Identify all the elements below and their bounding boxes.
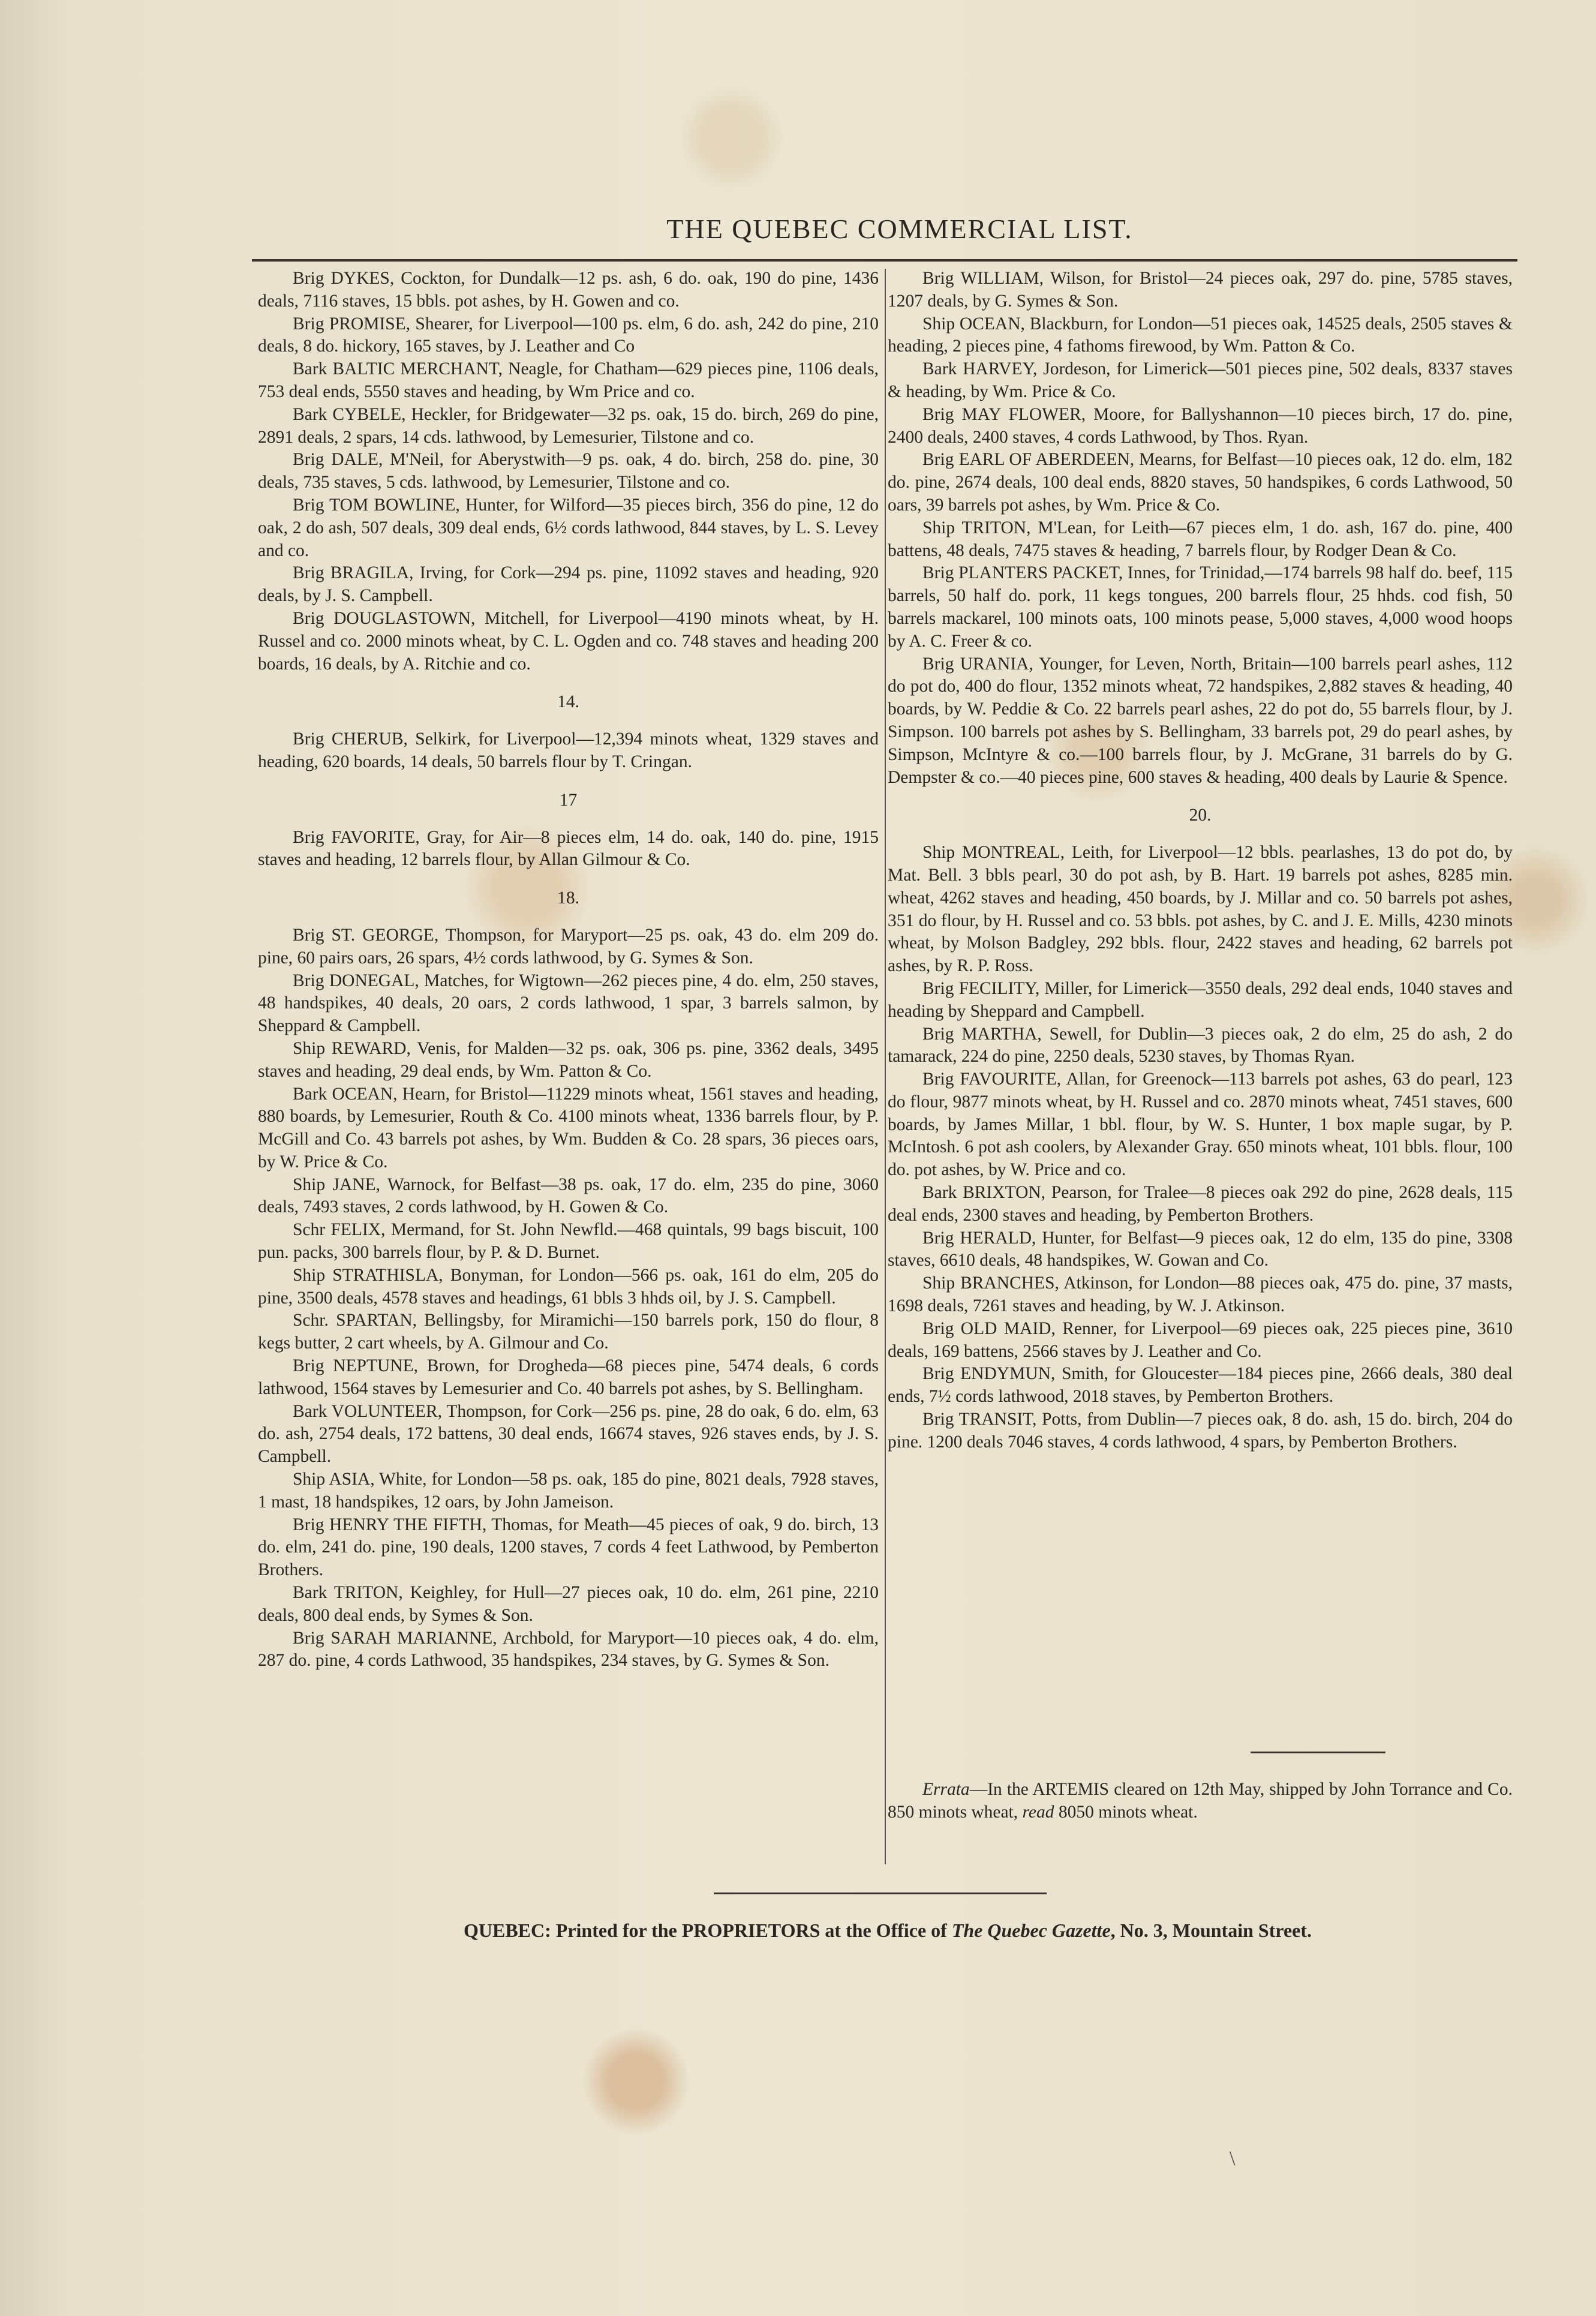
entries-group-f — [888, 842, 1513, 1454]
section-rule — [1251, 1752, 1385, 1753]
shipping-entry: Ship ASIA, White, for London—58 ps. oak, 185 do pine, 8021 deals, 7928 staves, 1 mast, 18 handspikes, 12 oars, by John Jameison. — [258, 1470, 879, 1512]
margin-mark: \ — [1230, 2147, 1236, 2170]
shipping-entry: Brig NEPTUNE, Brown, for Drogheda—68 pieces pine, 5474 deals, 6 cords lathwood, 1564 staves by Lemesurier and Co. 40 barrels pot ashes, by S. Bellingham. — [258, 1356, 879, 1398]
shipping-entry: Brig PLANTERS PACKET, Innes, for Trinidad,—174 barrels 98 half do. beef, 115 barrels, 50 half do. pork, 11 kegs tongues, 200 barrels flour, 25 hhds. cod fish, 50 barrels mackarel, 100 minots oats, 100 minots pease, 5,000 staves, 4,000 wood hoops by A. C. Freer & co. — [888, 563, 1513, 651]
shipping-entry: Bark TRITON, Keighley, for Hull—27 pieces oak, 10 do. elm, 261 pine, 2210 deals, 800 deal ends, by Symes & Son. — [258, 1583, 879, 1625]
shipping-entry: Brig FAVORITE, Gray, for Air—8 pieces elm, 14 do. oak, 140 do. pine, 1915 staves and heading, 12 barrels flour, by Allan Gilmour & Co. — [258, 827, 879, 870]
shipping-entry: Brig TOM BOWLINE, Hunter, for Wilford—35 pieces birch, 356 do pine, 12 do oak, 2 do ash, 507 deals, 309 deal ends, 6½ cords lathwood, 844 staves, by L. S. Levey and co. — [258, 495, 879, 560]
date-heading-14: 14. — [557, 692, 579, 712]
printer-imprint — [258, 1920, 1517, 1942]
column-divider — [885, 269, 886, 1864]
shipping-entry: Schr. SPARTAN, Bellingsby, for Miramichi—150 barrels pork, 150 do flour, 8 kegs butter, 2 cart wheels, by A. Gilmour and Co. — [258, 1311, 879, 1353]
imprint-paper-name: The Quebec Gazette — [951, 1920, 1111, 1941]
errata-read: read — [1022, 1802, 1054, 1822]
shipping-entry: Brig BRAGILA, Irving, for Cork—294 ps. pine, 11092 staves and heading, 920 deals, by J. S. Campbell. — [258, 563, 879, 606]
errata-note — [888, 1779, 1513, 1824]
shipping-entry: Brig DOUGLASTOWN, Mitchell, for Liverpool—4190 minots wheat, by H. Russel and co. 2000 minots wheat, by C. L. Ogden and co. 748 staves and heading 200 boards, 16 deals, by A. Ritchie and co. — [258, 608, 879, 674]
shipping-entry: Brig DONEGAL, Matches, for Wigtown—262 pieces pine, 4 do. elm, 250 staves, 48 handspikes, 40 deals, 20 oars, 2 cords lathwood, 1 spar, 3 barrels salmon, by Sheppard & Campbell. — [258, 971, 879, 1036]
shipping-entry: Brig MAY FLOWER, Moore, for Ballyshannon—10 pieces birch, 17 do. pine, 2400 deals, 2400 staves, 4 cords Lathwood, by Thos. Ryan. — [888, 404, 1513, 447]
shipping-entry: Ship REWARD, Venis, for Malden—32 ps. oak, 306 ps. pine, 3362 deals, 3495 staves and heading, 29 deal ends, by Wm. Patton & Co. — [258, 1038, 879, 1081]
date-heading-17: 17 — [559, 790, 578, 810]
entries-group-e — [888, 268, 1513, 789]
errata-label: Errata — [922, 1780, 970, 1799]
shipping-entry: Bark BALTIC MERCHANT, Neagle, for Chatham—629 pieces pine, 1106 deals, 753 deal ends, 5550 staves and heading, by Wm Price and co. — [258, 359, 879, 401]
shipping-entry: Ship TRITON, M'Lean, for Leith—67 pieces elm, 1 do. ash, 167 do. pine, 400 battens, 48 deals, 7475 staves & heading, 7 barrels flour, by Rodger Dean & Co. — [888, 518, 1513, 560]
shipping-entry: Brig SARAH MARIANNE, Archbold, for Maryport—10 pieces oak, 4 do. elm, 287 do. pine, 4 cords Lathwood, 35 handspikes, 234 staves, by G. Symes & Son. — [258, 1628, 879, 1671]
date-heading-20: 20. — [1189, 806, 1212, 825]
left-column — [258, 268, 879, 1672]
footer-rule — [714, 1893, 1047, 1894]
shipping-entry: Brig ENDYMUN, Smith, for Gloucester—184 pieces pine, 2666 deals, 380 deal ends, 7½ cords lathwood, 2018 staves, by Pemberton Brothers. — [888, 1364, 1513, 1407]
shipping-entry: Ship MONTREAL, Leith, for Liverpool—12 bbls. pearlashes, 13 do pot do, by Mat. Bell. 3 bbls pearl, 30 do pot ash, by B. Hart. 19 barrels pot ashes, 8285 min. wheat, 4262 staves and heading, 450 boards, by J. Millar and co. 50 barrels pot ashes, 351 do flour, by H. Russel and co. 53 bbls. pot ashes, by C. and J. E. Mills, 4230 minots wheat, by Molson Badgley, 292 bbls. flour, 2422 staves and heading, 62 barrels pot ashes, by R. P. Ross. — [888, 843, 1513, 976]
shipping-entry: Ship OCEAN, Blackburn, for London—51 pieces oak, 14525 deals, 2505 staves & heading, 2 pieces pine, 4 fathoms firewood, by Wm. Patton & Co. — [888, 314, 1513, 356]
entries-group-c — [258, 827, 879, 872]
imprint-text-1: QUEBEC: Printed for the PROPRIETORS at the Office of — [463, 1920, 952, 1941]
shipping-entry: Brig PROMISE, Shearer, for Liverpool—100 ps. elm, 6 do. ash, 242 do pine, 210 deals, 8 do. hickory, 165 staves, by J. Leather and Co — [258, 314, 879, 356]
shipping-entry: Brig OLD MAID, Renner, for Liverpool—69 pieces oak, 225 pieces pine, 3610 deals, 169 battens, 2566 staves by J. Leather and Co. — [888, 1318, 1513, 1361]
entries-group-b — [258, 728, 879, 774]
right-column — [888, 268, 1513, 1454]
shipping-entry: Bark VOLUNTEER, Thompson, for Cork—256 ps. pine, 28 do oak, 6 do. elm, 63 do. ash, 2754 deals, 172 battens, 30 deal ends, 16674 staves, 926 staves ends, by J. S. Campbell. — [258, 1401, 879, 1467]
shipping-entry: Bark HARVEY, Jordeson, for Limerick—501 pieces pine, 502 deals, 8337 staves & heading, by Wm. Price & Co. — [888, 359, 1513, 401]
shipping-entry: Brig DYKES, Cockton, for Dundalk—12 ps. ash, 6 do. oak, 190 do pine, 1436 deals, 7116 staves, 15 bbls. pot ashes, by H. Gowen and co. — [258, 269, 879, 311]
shipping-entry: Brig URANIA, Younger, for Leven, North, Britain—100 barrels pearl ashes, 112 do pot do, 400 do flour, 1352 minots wheat, 72 handspikes, 2,882 staves & heading, 40 boards, by W. Peddie & Co. 22 barrels pearl ashes, 22 do pot do, 55 barrels flour, by J. Simpson. 100 barrels pot ashes by S. Bellingham, 33 barrels pot, 29 do pearl ashes, by Simpson, McIntyre & co.—100 barrels flour, by J. McGrane, 31 barrels do by G. Dempster & co.—40 pieces pine, 600 staves & heading, 400 deals by Laurie & Spence. — [888, 654, 1513, 787]
shipping-entry: Brig FAVOURITE, Allan, for Greenock—113 barrels pot ashes, 63 do pearl, 123 do flour, 9877 minots wheat, by H. Russel and co. 2870 minots wheat, 7451 staves, 600 boards, by James Millar, 1 bbl. flour, by W. S. Hunter, 1 box maple sugar, by P. McIntosh. 6 pot ash coolers, by Alexander Gray. 650 minots wheat, 101 bbls. flour, 100 do. pot ashes, by W. Price and co. — [888, 1070, 1513, 1180]
date-heading-18: 18. — [557, 888, 579, 908]
shipping-entry: Bark OCEAN, Hearn, for Bristol—11229 minots wheat, 1561 staves and heading, 880 boards, by Lemesurier, Routh & Co. 4100 minots wheat, 1336 barrels flour, by P. McGill and Co. 43 barrels pot ashes, by Wm. Budden & Co. 28 spars, 36 pieces oars, by W. Price & Co. — [258, 1084, 879, 1171]
shipping-entry: Brig EARL OF ABERDEEN, Mearns, for Belfast—10 pieces oak, 12 do. elm, 182 do. pine, 2674 deals, 100 deal ends, 8820 staves, 50 handspikes, 6 cords Lathwood, 50 oars, 39 barrels pot ashes, by Wm. Price & Co. — [888, 450, 1513, 515]
entries-group-d — [258, 924, 879, 1672]
shipping-entry: Bark CYBELE, Heckler, for Bridgewater—32 ps. oak, 15 do. birch, 269 do pine, 2891 deals, 2 spars, 14 cds. lathwood, by Lemesurier, Tilstone and co. — [258, 404, 879, 447]
shipping-entry: Brig MARTHA, Sewell, for Dublin—3 pieces oak, 2 do elm, 25 do ash, 2 do tamarack, 224 do pine, 2250 deals, 5230 staves, by Thomas Ryan. — [888, 1024, 1513, 1067]
shipping-entry: Ship JANE, Warnock, for Belfast—38 ps. oak, 17 do. elm, 235 do pine, 3060 deals, 7493 staves, 2 cords lathwood, by H. Gowen & Co. — [258, 1174, 879, 1217]
shipping-entry: Ship BRANCHES, Atkinson, for London—88 pieces oak, 475 do. pine, 37 masts, 1698 deals, 7261 staves and heading, by W. J. Atkinson. — [888, 1273, 1513, 1316]
shipping-entry: Brig TRANSIT, Potts, from Dublin—7 pieces oak, 8 do. ash, 15 do. birch, 204 do pine. 1200 deals 7046 staves, 4 cords lathwood, 4 spars, by Pemberton Brothers. — [888, 1410, 1513, 1452]
page-title: THE QUEBEC COMMERCIAL LIST. — [666, 214, 1133, 244]
shipping-entry: Bark BRIXTON, Pearson, for Tralee—8 pieces oak 292 do pine, 2628 deals, 115 deal ends, 2300 staves and heading, by Pemberton Brothers. — [888, 1183, 1513, 1225]
shipping-entry: Brig ST. GEORGE, Thompson, for Maryport—25 ps. oak, 43 do. elm 209 do. pine, 60 pairs oars, 26 spars, 4½ cords lathwood, by G. Symes & Son. — [258, 925, 879, 968]
shipping-entry: Brig HERALD, Hunter, for Belfast—9 pieces oak, 12 do elm, 135 do pine, 3308 staves, 6610 deals, 48 handspikes, W. Gowan and Co. — [888, 1228, 1513, 1270]
entries-group-a — [258, 268, 879, 675]
errata-text-1: —In the ARTEMIS cleared on 12th May, shipped by John Torrance and Co. 850 minots wheat, — [888, 1780, 1513, 1822]
title-rule — [252, 259, 1517, 262]
shipping-entry: Brig HENRY THE FIFTH, Thomas, for Meath—45 pieces of oak, 9 do. birch, 13 do. elm, 241 do. pine, 190 deals, 1200 staves, 7 cords 4 feet Lathwood, by Pemberton Brothers. — [258, 1515, 879, 1580]
shipping-entry: Ship STRATHISLA, Bonyman, for London—566 ps. oak, 161 do elm, 205 do pine, 3500 deals, 4578 staves and headings, 61 bbls 3 hhds oil, by J. S. Campbell. — [258, 1265, 879, 1308]
shipping-entry: Brig DALE, M'Neil, for Aberystwith—9 ps. oak, 4 do. birch, 258 do. pine, 30 deals, 735 staves, 5 cds. lathwood, by Lemesurier, Tilstone and co. — [258, 450, 879, 492]
shipping-entry: Schr FELIX, Mermand, for St. John Newfld.—468 quintals, 99 bags biscuit, 100 pun. packs, 300 barrels flour, by P. & D. Burnet. — [258, 1220, 879, 1263]
imprint-text-2: , No. 3, Mountain Street. — [1110, 1920, 1312, 1941]
shipping-entry: Brig FECILITY, Miller, for Limerick—3550 deals, 292 deal ends, 1040 staves and heading by Sheppard and Campbell. — [888, 978, 1513, 1021]
shipping-entry: Brig CHERUB, Selkirk, for Liverpool—12,394 minots wheat, 1329 staves and heading, 620 boards, 14 deals, 50 barrels flour by T. Cringan. — [258, 729, 879, 771]
shipping-entry: Brig WILLIAM, Wilson, for Bristol—24 pieces oak, 297 do. pine, 5785 staves, 1207 deals, by G. Symes & Son. — [888, 269, 1513, 311]
errata-text-2: 8050 minots wheat. — [1054, 1802, 1198, 1822]
